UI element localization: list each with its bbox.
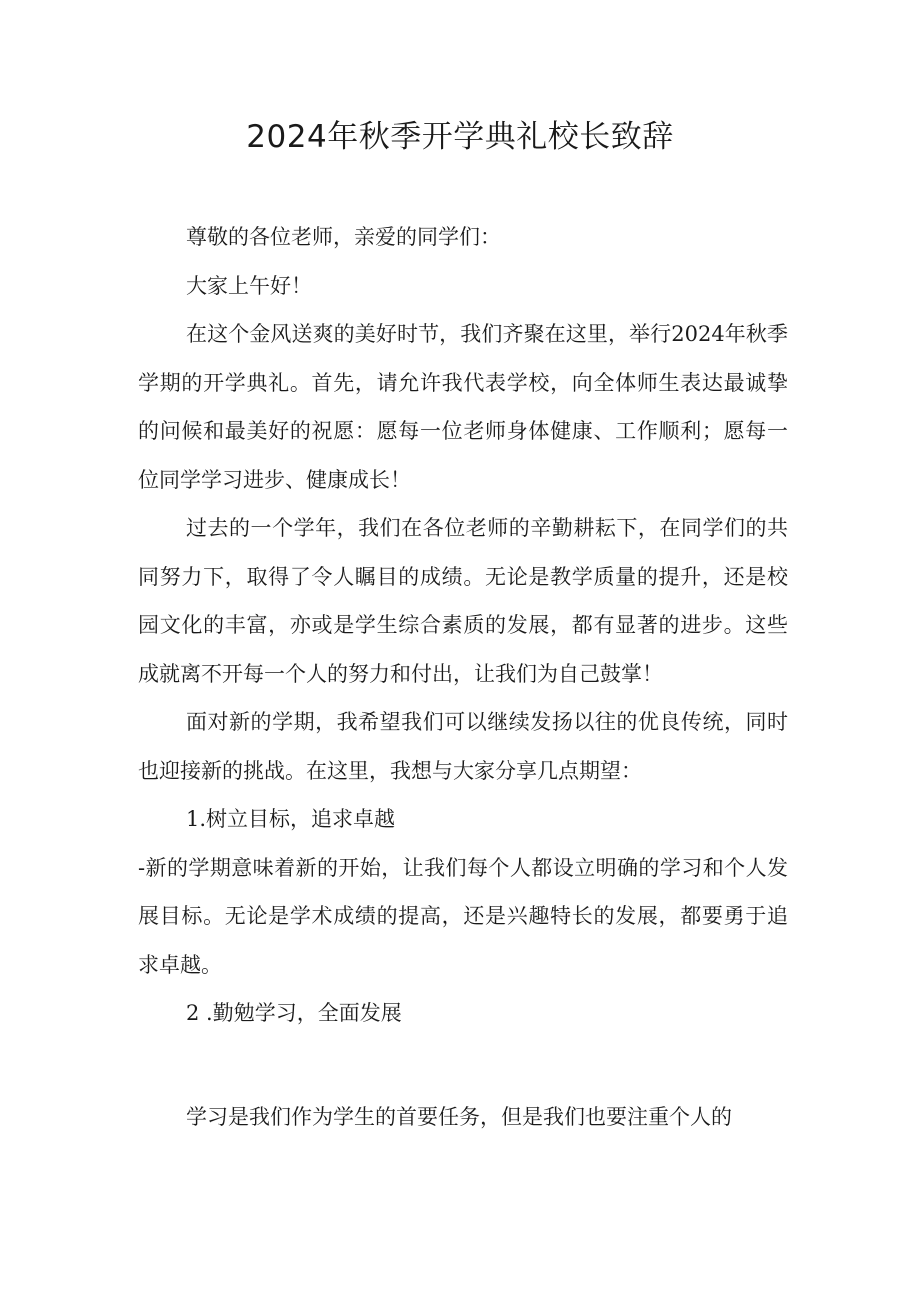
document-title: 2024年秋季开学典礼校长致辞: [246, 119, 674, 155]
document-body-continued: [138, 1093, 788, 1142]
list-item-heading-1: 1.树立目标，追求卓越: [186, 807, 396, 831]
paragraph-study: 学习是我们作为学生的首要任务，但是我们也要注重个人的: [186, 1105, 732, 1129]
paragraph-greeting: 大家上午好！: [186, 273, 312, 298]
list-item-body-1: -新的学期意味着新的开始，让我们每个人都设立明确的学习和个人发展目标。无论是学术成绩的提高，还是兴趣特长的发展，都要勇于追求卓越。: [138, 855, 788, 977]
paragraph-opening: 在这个金风送爽的美好时节，我们齐聚在这里，举行2024年秋季学期的开学典礼。首先，请允许我代表学校，向全体师生表达最诚挚的问候和最美好的祝愿：愿每一位老师身体健康、工作顺利；愿每一位同学学习进步、健康成长！: [138, 322, 788, 492]
paragraph-review: 过去的一个学年，我们在各位老师的辛勤耕耘下，在同学们的共同努力下，取得了令人瞩目的成绩。无论是教学质量的提升，还是校园文化的丰富，亦或是学生综合素质的发展，都有显著的进步。这些成就离不开每一个人的努力和付出，让我们为自己鼓掌！: [138, 516, 788, 686]
list-item-heading-2: 2 .勤勉学习，全面发展: [186, 1001, 402, 1025]
paragraph-salutation: 尊敬的各位老师，亲爱的同学们：: [186, 225, 501, 249]
document-body: [138, 213, 788, 1038]
paragraph-expectations-intro: 面对新的学期，我希望我们可以继续发扬以往的优良传统，同时也迎接新的挑战。在这里，我想与大家分享几点期望：: [138, 710, 788, 783]
